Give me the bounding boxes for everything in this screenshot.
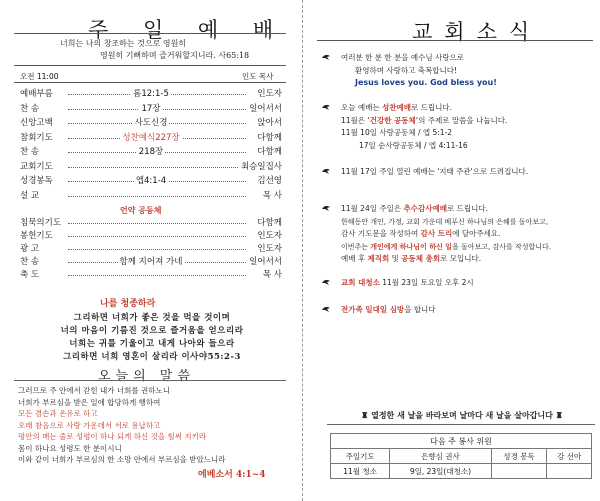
duty-cell xyxy=(547,464,592,479)
dotted-leader xyxy=(68,196,246,197)
order-label: 설 교 xyxy=(20,190,40,201)
order-row xyxy=(20,87,282,100)
dove-icon xyxy=(321,166,331,176)
news-welcome xyxy=(321,52,593,90)
order-row xyxy=(20,268,282,281)
news-communion-line: 17일 순사랑공동체 / 엡 4:11-16 xyxy=(359,140,468,150)
order-leader: 일어서서 xyxy=(249,257,282,267)
order-leader: 최승일집사 xyxy=(240,161,282,172)
order-divider xyxy=(14,82,286,83)
today-word-line: 너희가 부르심을 받은 일에 합당하게 행하여 xyxy=(18,397,161,407)
order-label: 광 고 xyxy=(20,244,40,254)
obey-line: 그리하면 너희 영혼이 살리라 이사야55:2-3 xyxy=(63,352,241,362)
order-label: 신앙고백 xyxy=(20,118,53,128)
order-leader: 앉아서 xyxy=(257,118,282,128)
order-row xyxy=(20,102,282,115)
order-row xyxy=(20,242,282,255)
order-leader: 다함께 xyxy=(257,218,282,228)
duty-cell: 은향심 권사 xyxy=(390,449,491,464)
news-thanksgiving xyxy=(321,203,593,266)
banner-divider xyxy=(327,424,595,425)
verse-line-1: 너희는 나의 창조하는 것으로 영원히 xyxy=(60,39,187,48)
dotted-leader xyxy=(68,249,246,250)
title-divider xyxy=(14,33,286,34)
today-divider xyxy=(14,380,286,381)
news-visitation: 전가족 일대일 심방을 합니다 xyxy=(321,304,593,317)
duty-cell: 강 선아 xyxy=(547,449,592,464)
news-column xyxy=(303,0,600,501)
response-section-title: 언약 공동체 xyxy=(120,205,162,215)
news-communion-line: 오늘 예배는 성찬예배로 드립니다. xyxy=(341,103,452,112)
duty-cell: 11월 청소 xyxy=(331,464,390,479)
obey-line: 너의 마음이 기름진 것으로 즐거움을 얻으리라 xyxy=(60,326,244,336)
news-welcome-english: Jesus loves you. God bless you! xyxy=(355,78,497,87)
motto-banner: ♜ 열정한 새 날을 바라보며 날마다 새 날을 살아갑니다 ♜ xyxy=(361,410,563,420)
dotted-leader xyxy=(68,275,246,276)
dove-icon xyxy=(321,203,331,213)
order-label: 봉헌기도 xyxy=(20,231,53,241)
order-detail: 엡4:1-4 xyxy=(135,176,167,186)
dotted-leader xyxy=(68,236,246,237)
today-word-line: 오래 참음으로 사랑 가운데서 서로 용납하고 xyxy=(18,420,161,430)
news-thanksgiving-line: 11월 24일 주일은 추수감사예배로 드립니다. xyxy=(341,204,488,213)
order-leader: 다함께 xyxy=(257,132,282,143)
leader-label: 인도 목사 xyxy=(242,72,274,81)
order-leader: 김선영 xyxy=(257,176,282,186)
dotted-leader xyxy=(68,223,246,224)
dove-icon xyxy=(321,304,331,314)
duty-cell: 9일, 23일(대청소) xyxy=(390,464,491,479)
order-label: 축 도 xyxy=(20,270,40,280)
order-leader: 인도자 xyxy=(257,244,282,254)
service-time: 오전 11:00 xyxy=(20,72,59,81)
order-row xyxy=(20,255,282,268)
duty-cell xyxy=(491,464,547,479)
order-leader: 인도자 xyxy=(257,231,282,241)
order-leader: 목 사 xyxy=(262,190,282,201)
dove-icon xyxy=(321,52,331,62)
duty-table xyxy=(330,433,592,479)
order-detail: 218장 xyxy=(138,147,164,157)
news-welcome-line: 여러분 한 분 한 분을 예수님 사랑으로 xyxy=(341,53,464,62)
news-communion-line: 11월 10일 사랑공동체 / 엡 5:1-2 xyxy=(341,128,453,137)
order-label: 침묵의기도 xyxy=(20,218,62,228)
order-label: 예배부름 xyxy=(20,89,53,99)
today-word-line: 평안의 매는 줄로 성령이 하나 되게 하신 것을 힘써 지키라 xyxy=(18,432,207,441)
news-open-worship: 11월 17일 주일 열린 예배는 '지태 주관'으로 드려집니다. xyxy=(321,166,593,179)
order-label: 찬 송 xyxy=(20,147,40,157)
order-row xyxy=(20,160,282,173)
news-thanksgiving-line: 한해동안 개인, 가정, 교회 가운데 베푸신 하나님의 은혜를 돌아보고, xyxy=(341,217,549,226)
dove-icon xyxy=(321,277,331,287)
order-label: 찬 송 xyxy=(20,257,40,267)
news-title-divider xyxy=(317,40,593,41)
order-label: 찬 송 xyxy=(20,103,40,114)
order-leader: 다함께 xyxy=(257,147,282,157)
order-row xyxy=(20,229,282,242)
order-label: 교회기도 xyxy=(20,161,53,172)
news-communion xyxy=(321,102,593,152)
order-label: 참회기도 xyxy=(20,132,53,143)
today-word-line: 모든 겸손과 온유로 하고 xyxy=(18,409,98,418)
obey-title: 나를 청종하라 xyxy=(100,299,156,309)
order-leader: 일어서서 xyxy=(249,103,282,114)
news-thanksgiving-line: 감사 기도문을 작성하여 감사 트리에 달아주세요. xyxy=(341,229,501,238)
verse-line-2: 영원히 기뻐하며 즐거워할지니라. 사65:18 xyxy=(100,51,250,60)
today-word-title: 오늘의 말씀 xyxy=(98,369,195,384)
obey-line: 너희는 귀를 기울이고 내게 나아와 들으라 xyxy=(69,339,235,349)
order-leader: 인도자 xyxy=(257,89,282,99)
news-cleaning: 교회 대청소 11월 23일 토요일 오후 2시 xyxy=(321,277,593,290)
news-communion-line: 11월은 '건강한 공동체'의 주제로 말씀을 나눕니다. xyxy=(341,115,508,125)
order-detail: 함께 지어져 가네 xyxy=(119,257,183,267)
order-detail: 성찬예식227장 xyxy=(122,132,180,143)
order-detail: 17장 xyxy=(141,103,161,114)
order-leader: 목 사 xyxy=(262,270,282,280)
order-row xyxy=(20,131,282,144)
today-word-line: 몸이 하나요 성령도 한 분이시니 xyxy=(18,443,122,453)
today-word-reference: 에베소서 4:1~4 xyxy=(198,470,266,480)
duty-cell: 성경 봉독 xyxy=(491,449,547,464)
order-row xyxy=(20,174,282,187)
order-label: 성경봉독 xyxy=(20,176,53,186)
verse-divider xyxy=(14,65,286,66)
news-thanksgiving-line: 이번주는 개인에게 하나님이 하신 일을 돌아보고, 감사를 작성합니다. xyxy=(341,242,552,251)
dotted-leader xyxy=(68,167,246,168)
order-row xyxy=(20,116,282,129)
news-thanksgiving-line: 예배 후 제직회 및 공동체 총회로 모입니다. xyxy=(341,254,482,263)
worship-title: 주 일 예 배 xyxy=(88,18,288,42)
news-welcome-line: 환영하며 사랑하고 축복합니다! xyxy=(355,65,457,75)
order-row xyxy=(20,145,282,158)
duty-cell: 주일기도 xyxy=(331,449,390,464)
order-detail: 사도신경 xyxy=(134,118,168,128)
obey-line: 그리하면 너희가 좋은 것을 먹을 것이며 xyxy=(73,313,231,323)
duty-table-title: 다음 주 봉사 위원 xyxy=(331,434,592,449)
news-title: 교회소식 xyxy=(412,20,542,44)
today-word-line: 그러므로 주 안에서 갇힌 내가 너희를 권하노니 xyxy=(18,386,170,395)
dove-icon xyxy=(321,102,331,112)
order-row xyxy=(20,216,282,229)
today-word-line: 이와 같이 너희가 부르심의 한 소망 안에서 부르심을 받았느니라 xyxy=(18,455,226,464)
order-row xyxy=(20,189,282,202)
order-detail: 롬12:1-5 xyxy=(133,89,169,99)
